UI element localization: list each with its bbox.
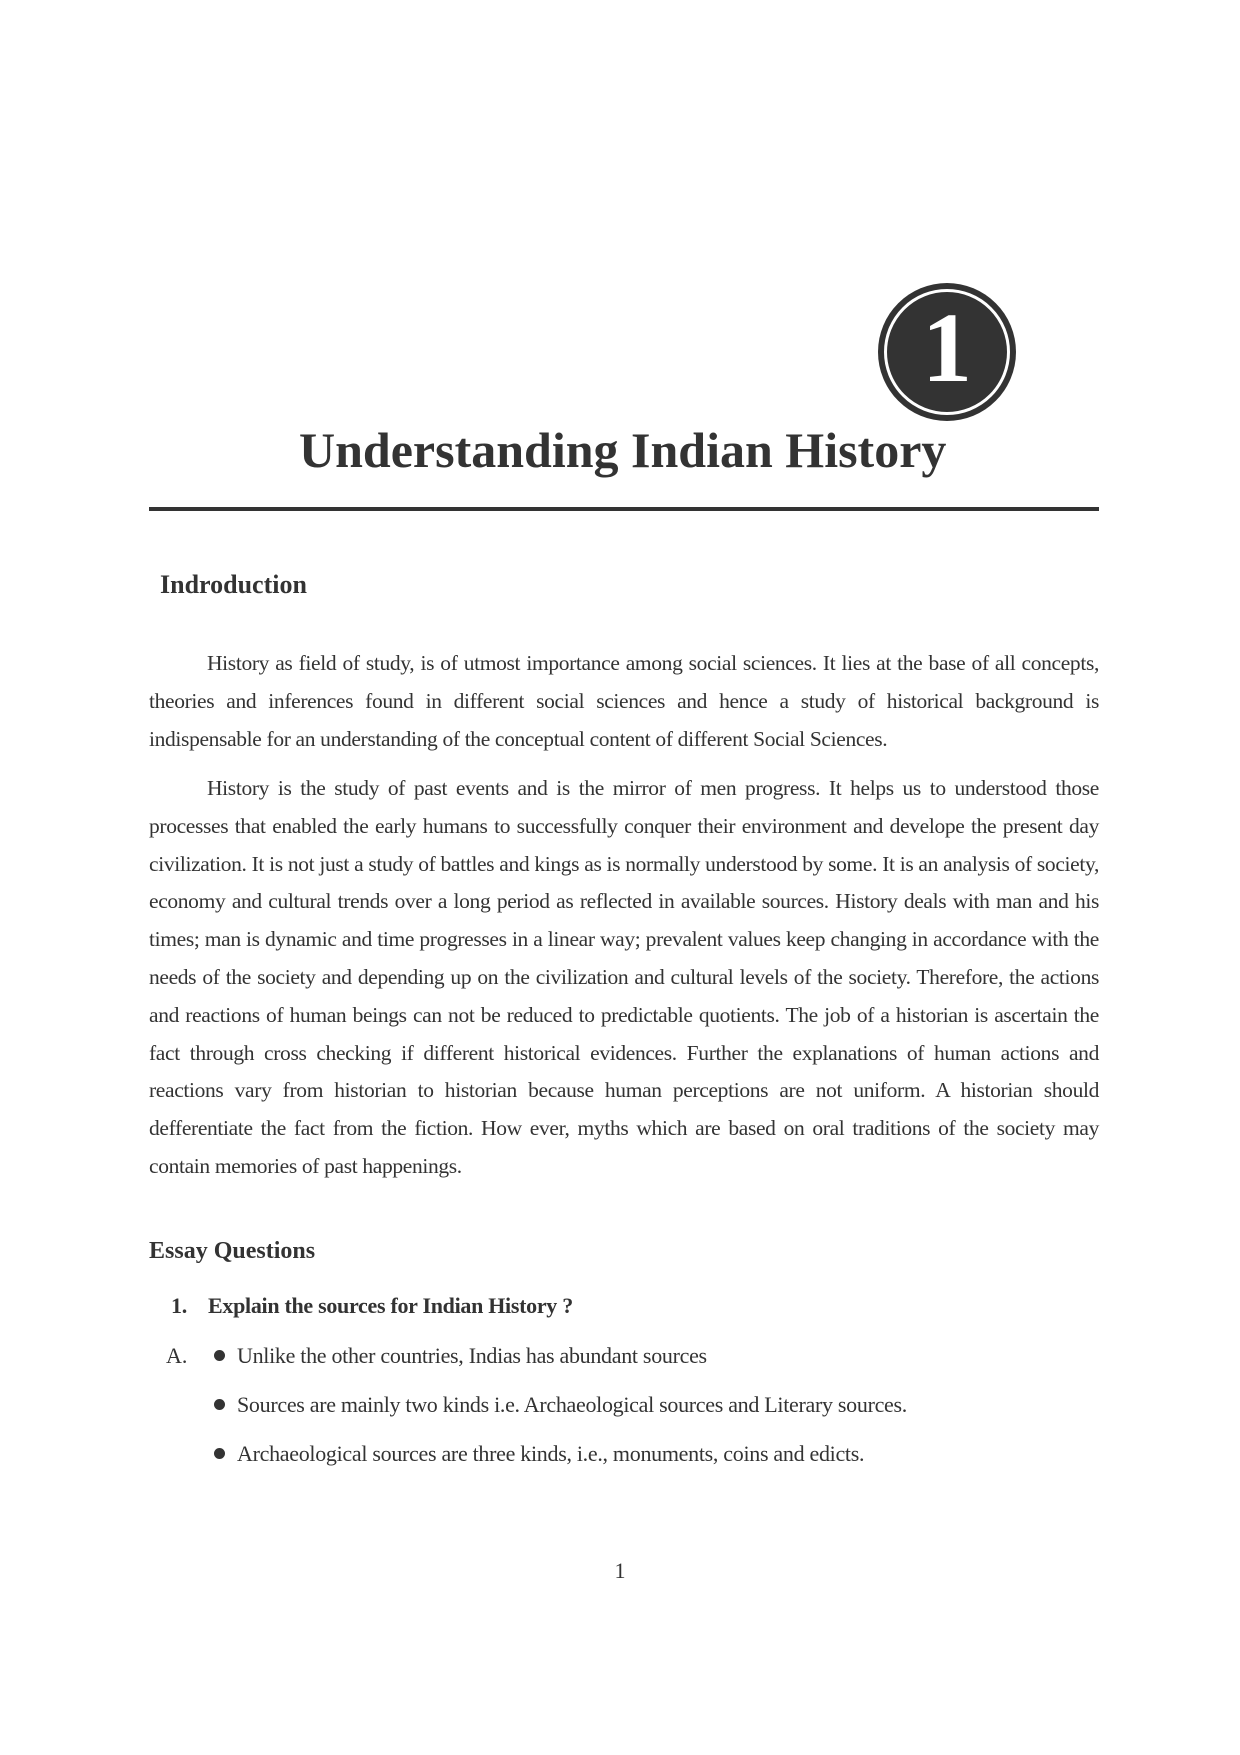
question-1 <box>171 1293 573 1319</box>
intro-paragraph-2: History is the study of past events and is the mirror of men progress. It helps us to understood those processes that enabled the early humans to successfully conquer their environment and develope the present day civilization. It is not just a study of battles and kings as is normally understood by some. It is an analysis of society, economy and cultural trends over a long period as reflected in available sources. History deals with man and his times; man is dynamic and time progresses in a linear way; prevalent values keep changing in accordance with the needs of the society and depending up on the civilization and cultural levels of the society. Therefore, the actions and reactions of human beings can not be reduced to predictable quotients. The job of a historian is ascertain the fact through cross checking if different historical evidences. Further the explanations of human actions and reactions vary from historian to historian because human perceptions are not uniform. A historian should defferentiate the fact from the fiction. How ever, myths which are based on oral traditions of the society may contain memories of past happenings. <box>149 776 1099 1178</box>
chapter-title: Understanding Indian History <box>299 422 947 478</box>
question-number: 1. <box>171 1293 187 1318</box>
title-divider <box>149 507 1099 511</box>
bullet-text: Archaeological sources are three kinds, i.e., monuments, coins and edicts. <box>237 1441 865 1466</box>
bullet-icon <box>214 1350 225 1361</box>
bullet-text: Unlike the other countries, Indias has abundant sources <box>237 1343 707 1368</box>
bullet-icon <box>214 1399 225 1410</box>
question-text: Explain the sources for Indian History ? <box>208 1293 573 1318</box>
answer-bullet <box>214 1392 907 1418</box>
intro-paragraph-1: History as field of study, is of utmost importance among social sciences. It lies at the base of all concepts, theories and inferences found in different social sciences and hence a study of historical background is indispensable for an understanding of the conceptual content of different Social Sciences. <box>149 651 1099 751</box>
answer-bullet <box>214 1441 864 1467</box>
bullet-icon <box>214 1448 225 1459</box>
answer-bullet <box>214 1343 707 1369</box>
chapter-number-badge <box>878 283 1016 421</box>
essay-questions-heading: Essay Questions <box>149 1238 316 1264</box>
chapter-number: 1 <box>922 292 972 403</box>
introduction-heading: Indroduction <box>160 570 307 599</box>
page-number: 1 <box>614 1558 626 1583</box>
bullet-text: Sources are mainly two kinds i.e. Archaeological sources and Literary sources. <box>237 1392 907 1417</box>
answer-label: A. <box>166 1343 188 1368</box>
